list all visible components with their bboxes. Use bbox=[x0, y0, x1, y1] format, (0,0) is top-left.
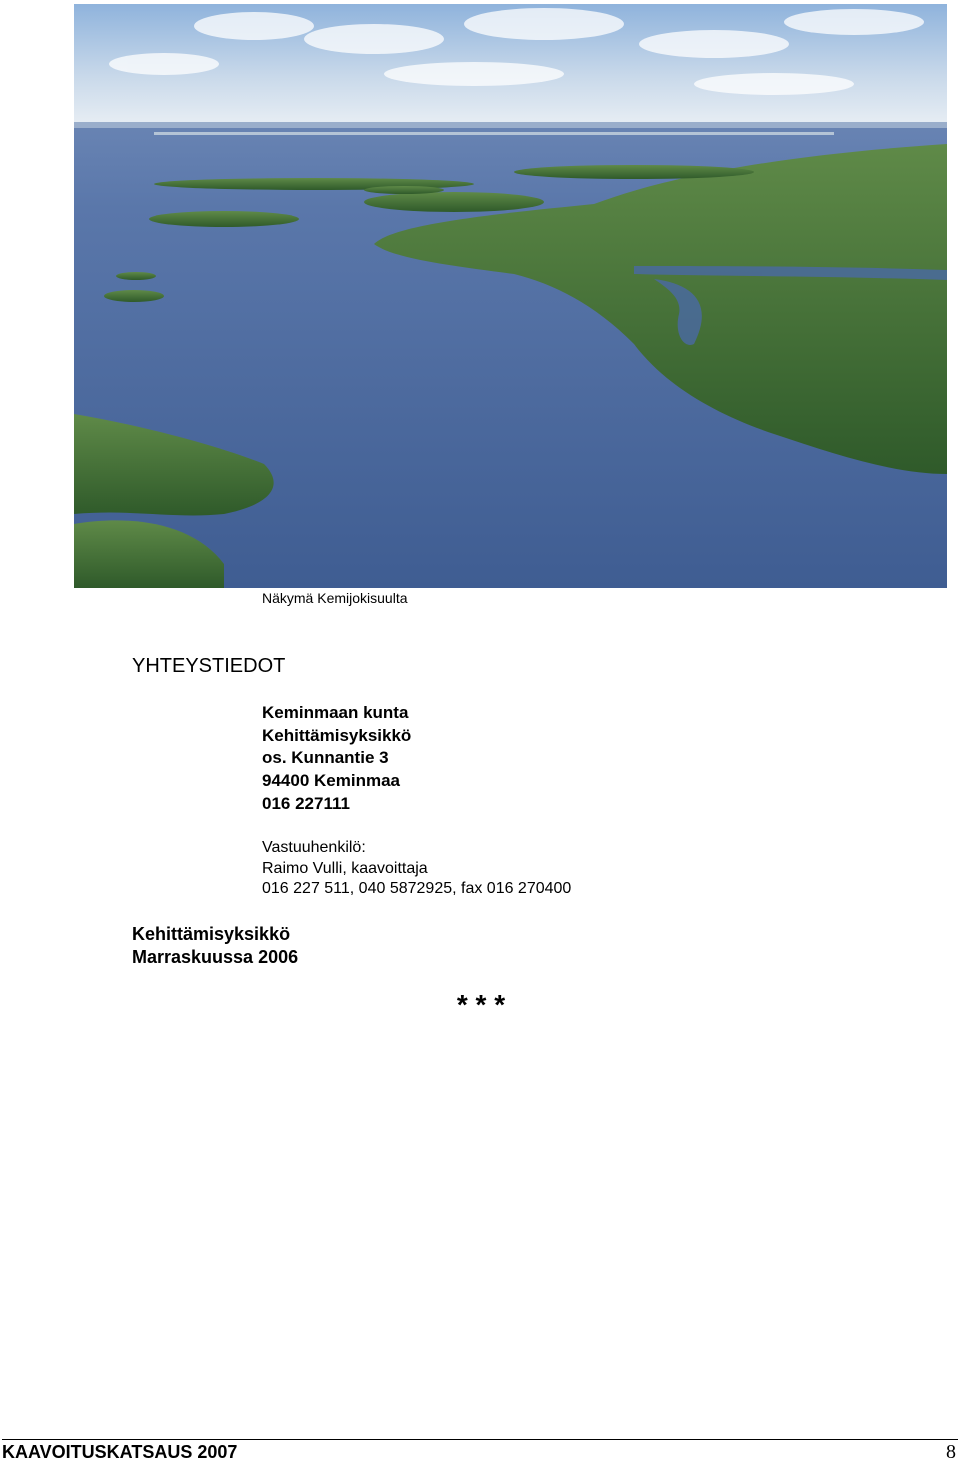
contact-street: os. Kunnantie 3 bbox=[262, 748, 389, 768]
section-separator: * * * bbox=[456, 989, 506, 1020]
section-heading: YHTEYSTIEDOT bbox=[132, 655, 286, 677]
contact-phone: 016 227111 bbox=[262, 793, 350, 813]
responsible-phones: 016 227 511, 040 5872925, fax 016 270400 bbox=[262, 880, 572, 897]
contact-organization: Keminmaan kunta bbox=[262, 703, 409, 722]
page-number: 8 bbox=[946, 1441, 956, 1463]
author-date: Marraskuussa 2006 bbox=[132, 947, 299, 967]
responsible-person-block bbox=[262, 838, 571, 900]
author-unit: Kehittämisyksikkö bbox=[132, 924, 291, 944]
photo-caption: Näkymä Kemijokisuulta bbox=[262, 590, 408, 606]
aerial-photo-river-delta-icon bbox=[74, 4, 947, 588]
aerial-photo bbox=[74, 4, 947, 588]
footer-title: KAAVOITUSKATSAUS 2007 bbox=[2, 1442, 238, 1462]
responsible-label: Vastuuhenkilö: bbox=[262, 839, 366, 856]
footer-divider bbox=[2, 1439, 958, 1440]
contact-postal: 94400 Keminmaa bbox=[262, 771, 400, 791]
author-block bbox=[132, 923, 298, 969]
responsible-person: Raimo Vulli, kaavoittaja bbox=[262, 859, 428, 877]
contact-address-block bbox=[262, 702, 411, 815]
contact-unit: Kehittämisyksikkö bbox=[262, 725, 412, 745]
